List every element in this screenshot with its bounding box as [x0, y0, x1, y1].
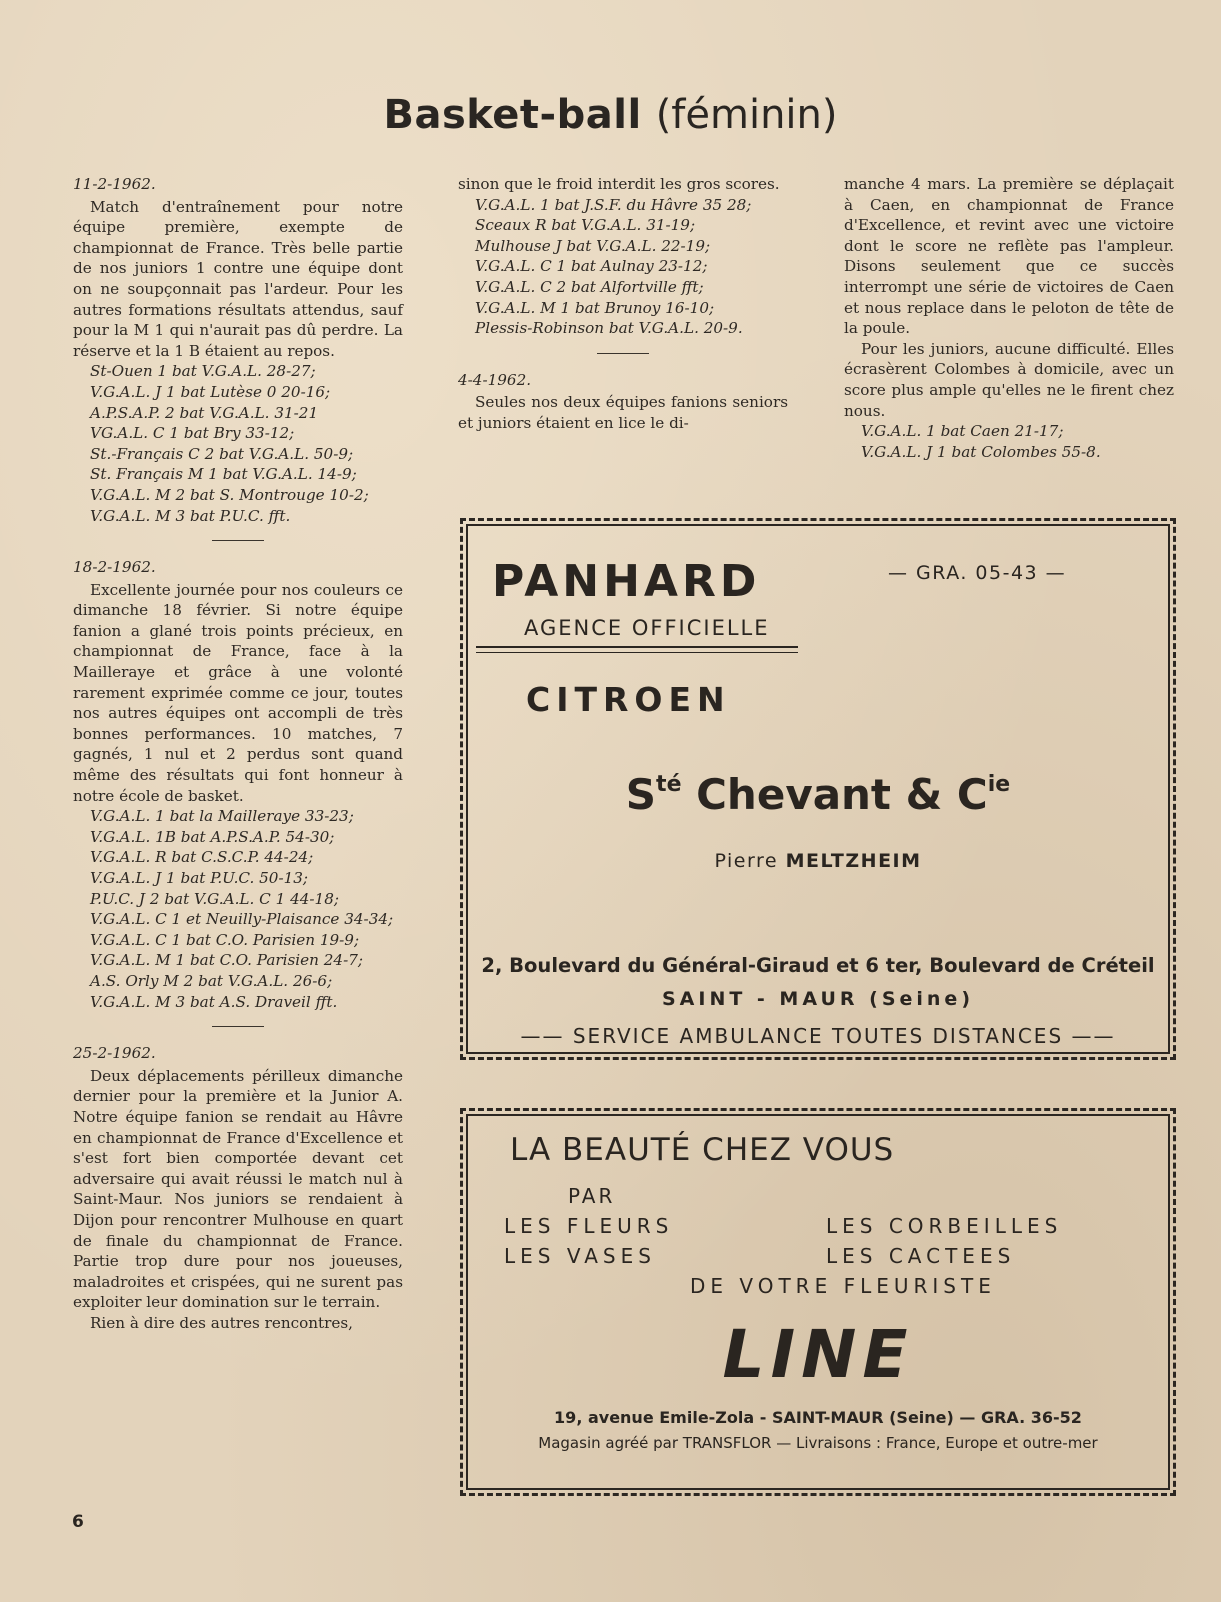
transflor-line: Magasin agréé par TRANSFLOR — Livraisons : France, Europe et outre-mer [538, 1434, 1098, 1452]
service-line: —— SERVICE AMBULANCE TOUTES DISTANCES —— [520, 1024, 1116, 1048]
paragraph: Deux déplacements périlleux dimanche dernier pour la première et la Junior A. Notre équipe fanion se rendait au Hâvre en championnat de France d'Excellence et s'est fort bien comportée devant cet adversaire qui avait réussi le match nul à Saint-Maur. Nos juniors se rendaient à Dijon pour rencontrer Mulhouse en quart de finale du championnat de France. Partie trop dure pour nos joueuses, maladroites et crispées, qui ne surent pas exploiter leur domination sur le terrain. [73, 1066, 403, 1312]
result-line: A.P.S.A.P. 2 bat V.G.A.L. 31-21 [90, 403, 319, 422]
page-title [0, 92, 1221, 138]
shop-name: LINE [722, 1316, 914, 1393]
offer-item: LES FLEURS [504, 1214, 674, 1238]
result-line: A.S. Orly M 2 bat V.G.A.L. 26-6; [90, 971, 333, 990]
double-rule [476, 652, 798, 653]
result-line: Mulhouse J bat V.G.A.L. 22-19; [475, 236, 711, 255]
result-line: V.G.A.L. 1 bat J.S.F. du Hâvre 35 28; [475, 195, 752, 214]
result-line: St.-Français C 2 bat V.G.A.L. 50-9; [90, 444, 354, 463]
headline: LA BEAUTÉ CHEZ VOUS [510, 1132, 895, 1168]
result-line: Plessis-Robinson bat V.G.A.L. 20-9. [475, 319, 743, 338]
paragraph: manche 4 mars. La première se déplaçait à Caen, en championnat de France d'Excellence, et revint avec une victoire dont le score ne reflète pas l'ampleur. Disons seulement que ce succès interrompt une série de victoires de Caen et nous replace dans le peloton de tête de la poule. [844, 175, 1174, 338]
paragraph: Pour les juniors, aucune difficulté. Elles écrasèrent Colombes à domicile, avec un score plus ample qu'elles ne le firent chez nous. [844, 339, 1174, 420]
panhard-advertisement [466, 524, 1170, 1054]
offer-item: LES CACTEES [826, 1244, 1016, 1268]
article-column-1 [73, 174, 403, 1333]
result-line: V.G.A.L. 1 bat Caen 21-17; [861, 422, 1064, 441]
result-line: V.G.A.L. J 1 bat Lutèse 0 20-16; [90, 382, 331, 401]
result-line: V.G.A.L. C 1 et Neuilly-Plaisance 34-34; [90, 910, 394, 929]
section-divider [597, 353, 649, 354]
brand-citroen: CITROEN [526, 680, 731, 719]
title-sub: (féminin) [655, 92, 838, 138]
offer-item: LES VASES [504, 1244, 656, 1268]
date-heading: 25-2-1962. [73, 1044, 156, 1063]
agency-label: AGENCE OFFICIELLE [524, 616, 770, 640]
result-line: V.G.A.L. C 1 bat C.O. Parisien 19-9; [90, 930, 360, 949]
paragraph: sinon que le froid interdit les gros scores. [458, 175, 780, 193]
result-line: VG.A.L. C 1 bat Bry 33-12; [90, 424, 295, 443]
brand-panhard: PANHARD [492, 556, 761, 607]
shop-address: 19, avenue Emile-Zola - SAINT-MAUR (Seine) — GRA. 36-52 [554, 1408, 1082, 1427]
paragraph: Excellente journée pour nos couleurs ce dimanche 18 février. Si notre équipe fanion a glané trois points précieux, en championnat de France, face à la Mailleraye et grâce à une volonté rarement exprimée comme ce jour, toutes nos autres équipes ont accompli de très bonnes performances. 10 matches, 7 gagnés, 1 nul et 2 perdus sont quand même des résultats qui font honneur à notre école de basket. [73, 580, 403, 805]
article-column-2 [458, 174, 788, 434]
date-heading: 4-4-1962. [458, 370, 532, 389]
result-line: St-Ouen 1 bat V.G.A.L. 28-27; [90, 362, 316, 381]
result-line: V.G.A.L. J 1 bat P.U.C. 50-13; [90, 869, 309, 887]
offer-item: LES CORBEILLES [826, 1214, 1063, 1238]
offer-item: DE VOTRE FLEURISTE [690, 1274, 996, 1298]
result-line: V.G.A.L. M 1 bat Brunoy 16-10; [475, 298, 715, 317]
date-heading: 18-2-1962. [73, 558, 156, 577]
florist-advertisement [466, 1114, 1170, 1490]
result-line: V.G.A.L. R bat C.S.C.P. 44-24; [90, 848, 314, 867]
page-number: 6 [72, 1512, 84, 1532]
address: 2, Boulevard du Général-Giraud et 6 ter, Boulevard de Créteil [481, 954, 1155, 977]
phone-number: — GRA. 05-43 — [888, 562, 1067, 584]
result-line: V.G.A.L. 1B bat A.P.S.A.P. 54-30; [90, 827, 335, 846]
result-line: St. Français M 1 bat V.G.A.L. 14-9; [90, 465, 357, 484]
section-divider [212, 540, 264, 541]
par-label: PAR [568, 1184, 616, 1208]
result-line: P.U.C. J 2 bat V.G.A.L. C 1 44-18; [90, 889, 339, 908]
double-rule [476, 646, 798, 648]
result-line: V.G.A.L. M 3 bat A.S. Draveil fft. [90, 992, 338, 1011]
result-line: V.G.A.L. M 1 bat C.O. Parisien 24-7; [90, 951, 363, 970]
result-line: V.G.A.L. C 1 bat Aulnay 23-12; [475, 257, 708, 276]
date-heading: 11-2-1962. [73, 175, 156, 193]
result-line: V.G.A.L. C 2 bat Alfortville fft; [475, 277, 704, 296]
section-divider [212, 1026, 264, 1027]
title-main: Basket-ball [383, 92, 642, 138]
proprietor-name: Pierre MELTZHEIM [714, 850, 922, 872]
paragraph: Seules nos deux équipes fanions seniors et juniors étaient en lice le di- [458, 393, 788, 432]
result-line: Sceaux R bat V.G.A.L. 31-19; [475, 216, 696, 235]
paragraph: Match d'entraînement pour notre équipe première, exempte de championnat de France. Très belle partie de nos juniors 1 contre une équipe dont on ne soupçonnait pas l'ardeur. Pour les autres formations résultats attendus, sauf pour la M 1 qui n'aurait pas dû perdre. La réserve et la 1 B étaient au repos. [73, 197, 403, 360]
result-line: V.G.A.L. M 2 bat S. Montrouge 10-2; [90, 485, 369, 504]
result-line: V.G.A.L. J 1 bat Colombes 55-8. [861, 442, 1101, 461]
article-column-3 [844, 174, 1174, 462]
result-line: V.G.A.L. M 3 bat P.U.C. fft. [90, 506, 291, 525]
paragraph: Rien à dire des autres rencontres, [90, 1313, 354, 1332]
result-line: V.G.A.L. 1 bat la Mailleraye 33-23; [90, 807, 354, 826]
city: SAINT - MAUR (Seine) [662, 988, 974, 1010]
company-name: $S^{té}$ Chevant & $C^{ie}$ [625, 770, 1011, 819]
